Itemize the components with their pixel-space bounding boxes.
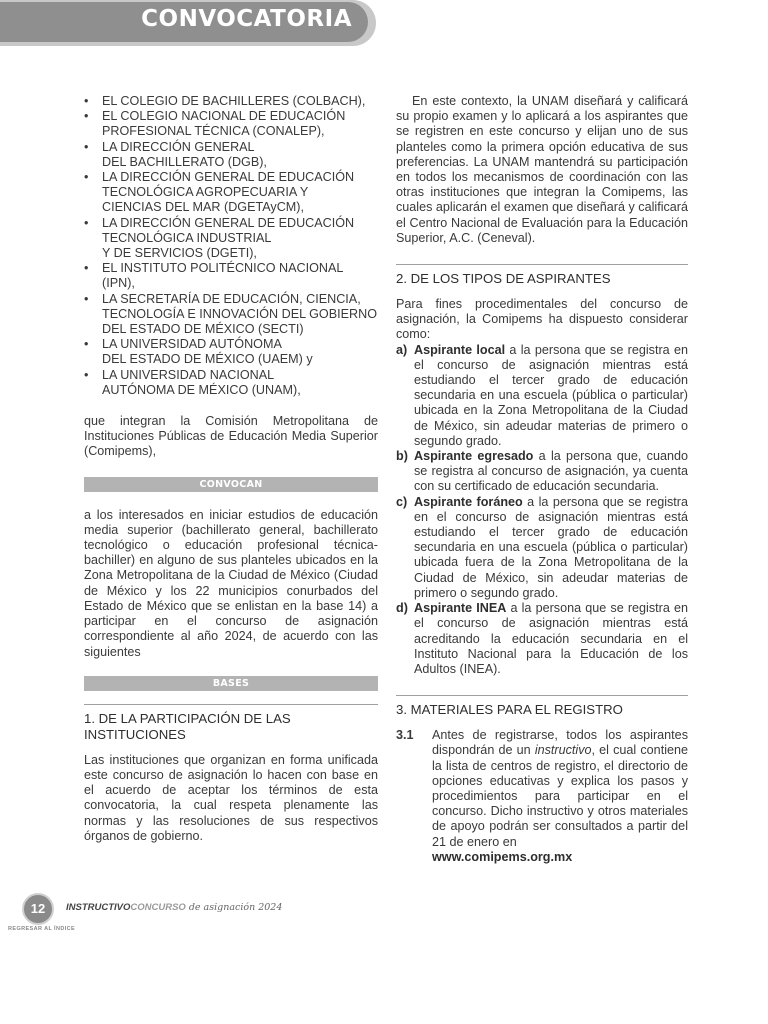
list-item [84, 170, 378, 216]
institution-name: LA UNIVERSIDAD NACIONAL AUTÓNOMA DE MÉXICO (UNAM), [102, 367, 301, 397]
right-column [396, 94, 688, 865]
item-letter: a) [396, 342, 408, 357]
list-item [84, 140, 378, 170]
brand-instructivo: INSTRUCTIVO [66, 902, 131, 913]
list-item [84, 368, 378, 398]
institution-name: LA DIRECCIÓN GENERAL DE EDUCACIÓN TECNOLÓGICA AGROPECUARIA Y CIENCIAS DEL MAR (DGETAyCM), [102, 170, 355, 215]
section-divider [396, 264, 688, 265]
bullet-icon: • [84, 337, 89, 352]
item-letter: b) [396, 449, 408, 464]
bases-heading: BASES [84, 676, 378, 691]
aspirant-type-term: Aspirante egresado [414, 449, 534, 464]
materials-item [396, 728, 688, 865]
aspirant-type-term: Aspirante foráneo [414, 494, 523, 509]
aspirant-type-term: Aspirante local [414, 342, 506, 357]
left-column [84, 94, 378, 844]
item-number: 3.1 [396, 728, 414, 743]
aspirant-type-text: a la persona que se registra en el concurso de asignación mientras está estudiando el tercer grado de educación secundaria en una escuela (pública o particular) ubicada fuera de la Zona Metropolitana de la Ciudad de México, sin adeudar materias de primero o segundo grado. [414, 494, 688, 600]
institution-name: EL COLEGIO DE BACHILLERES (COLBACH), [102, 94, 366, 108]
materials-text-before: Antes de registrarse, todos los aspirantes dispondrán de un [432, 728, 688, 758]
list-item [84, 292, 378, 338]
bullet-icon: • [84, 94, 89, 108]
brand-concurso: CONCURSO [130, 902, 186, 913]
list-item [84, 216, 378, 262]
bullet-icon: • [84, 170, 89, 185]
institution-name: EL INSTITUTO POLITÉCNICO NACIONAL (IPN), [102, 261, 343, 291]
institutions-list [84, 94, 378, 398]
instructivo-emphasis: instructivo [534, 743, 592, 758]
list-item [84, 109, 378, 139]
bullet-icon: • [84, 109, 89, 124]
section-3-title: 3. MATERIALES PARA EL REGISTRO [396, 702, 623, 718]
section-divider [84, 704, 378, 705]
aspirant-type-text: a la persona que se registra en el concurso de asignación mientras está estudiando el tercer grado de educación secundaria en una escuela (pública o particular) ubicada en la Zona Metropolitana de la Ciudad de México, sin adeudar materias de primero o segundo grado. [414, 342, 688, 448]
bullet-icon: • [84, 215, 89, 230]
aspirant-type-item [396, 495, 688, 601]
footer-brand [66, 902, 282, 913]
item-letter: c) [396, 494, 408, 509]
convocan-paragraph: a los interesados en iniciar estudios de educación media superior (bachillerato general, bachillerato tecnológico o educación profesional técnica-bachiller) en alguno de sus planteles ubicados en la Zona Metropolitana de la Ciudad de México (Ciudad de México y los 22 municipios conurbados del Estado de México que se enlistan en la base 14) a participar en el concurso de asignación correspondiente al año 2024, de acuerdo con las siguientes [84, 507, 378, 659]
integran-paragraph: que integran la Comisión Metropolitana de Instituciones Públicas de Educación Media Superior (Comipems), [84, 414, 378, 459]
header-banner [0, 0, 376, 46]
materials-text-after: , el cual contiene la lista de centros de registro, el directorio de opciones educativas y explica los pasos y procedimientos para participar en el concurso. Dicho instructivo y otros materiales de apoyo podrán ser consultados a partir del 21 de enero en [432, 743, 688, 849]
aspirant-type-item [396, 449, 688, 495]
bullet-icon: • [84, 261, 89, 276]
comipems-link[interactable]: www.comipems.org.mx [432, 849, 573, 864]
aspirant-type-term: Aspirante INEA [414, 601, 507, 616]
header-banner-inner [0, 2, 368, 42]
aspirant-type-item [396, 601, 688, 677]
aspirant-type-text: a la persona que se registra en el concurso de asignación mientras está acreditando la educación secundaria en el Instituto Nacional para la Educación de los Adultos (INEA). [414, 601, 688, 676]
bullet-icon: • [84, 139, 89, 154]
unam-context-paragraph: En este contexto, la UNAM diseñará y calificará su propio examen y lo aplicará a los aspirantes que se registren en este concurso y elijan uno de sus planteles como la primera opción educativa de sus preferencias. La UNAM mantendrá su participación en todos los mecanismos de coordinación con las otras instituciones que integran la Comipems, las cuales aplicarán el examen que diseñará y calificará el Centro Nacional de Evaluación para la Educación Superior, A.C. (Ceneval). [396, 94, 688, 245]
convocan-heading: CONVOCAN [84, 477, 378, 492]
institution-name: EL COLEGIO NACIONAL DE EDUCACIÓN PROFESIONAL TÉCNICA (CONALEP), [102, 109, 346, 139]
brand-asignacion: de asignación 2024 [185, 902, 283, 913]
page-number-badge: 12 [22, 893, 54, 925]
section-1-title: 1. DE LA PARTICIPACIÓN DE LAS INSTITUCIONES [84, 710, 291, 742]
header-title: CONVOCATORIA [141, 6, 352, 32]
institution-name: LA DIRECCIÓN GENERAL DEL BACHILLERATO (DGB), [102, 139, 267, 169]
section-1-paragraph: Las instituciones que organizan en forma unificada este concurso de asignación lo hacen con base en el acuerdo de aceptar los términos de esta convocatoria, la cual respeta plenamente las normas y las resoluciones de sus respectivos órganos de gobierno. [84, 752, 378, 843]
list-item [84, 261, 378, 291]
section-2-intro: Para fines procedimentales del concurso de asignación, la Comipems ha dispuesto considerar como: [396, 297, 688, 342]
bullet-icon: • [84, 367, 89, 382]
section-2-title: 2. DE LOS TIPOS DE ASPIRANTES [396, 271, 611, 287]
bullet-icon: • [84, 291, 89, 306]
aspirant-type-text: a la persona que, cuando se registra al concurso de asignación, ya cuenta con su certificado de educación secundaria. [414, 449, 688, 494]
list-item [84, 94, 378, 109]
back-to-index-link[interactable]: REGRESAR AL ÍNDICE [8, 926, 76, 932]
list-item [84, 337, 378, 367]
section-divider [396, 695, 688, 696]
aspirant-type-item [396, 343, 688, 449]
institution-name: LA DIRECCIÓN GENERAL DE EDUCACIÓN TECNOLÓGICA INDUSTRIAL Y DE SERVICIOS (DGETI), [102, 215, 355, 261]
item-letter: d) [396, 601, 408, 616]
institution-name: LA UNIVERSIDAD AUTÓNOMA DEL ESTADO DE MÉXICO (UAEM) y [102, 337, 313, 367]
institution-name: LA SECRETARÍA DE EDUCACIÓN, CIENCIA, TECNOLOGÍA E INNOVACIÓN DEL GOBIERNO DEL ESTADO DE MÉXICO (SECTI) [102, 291, 378, 337]
